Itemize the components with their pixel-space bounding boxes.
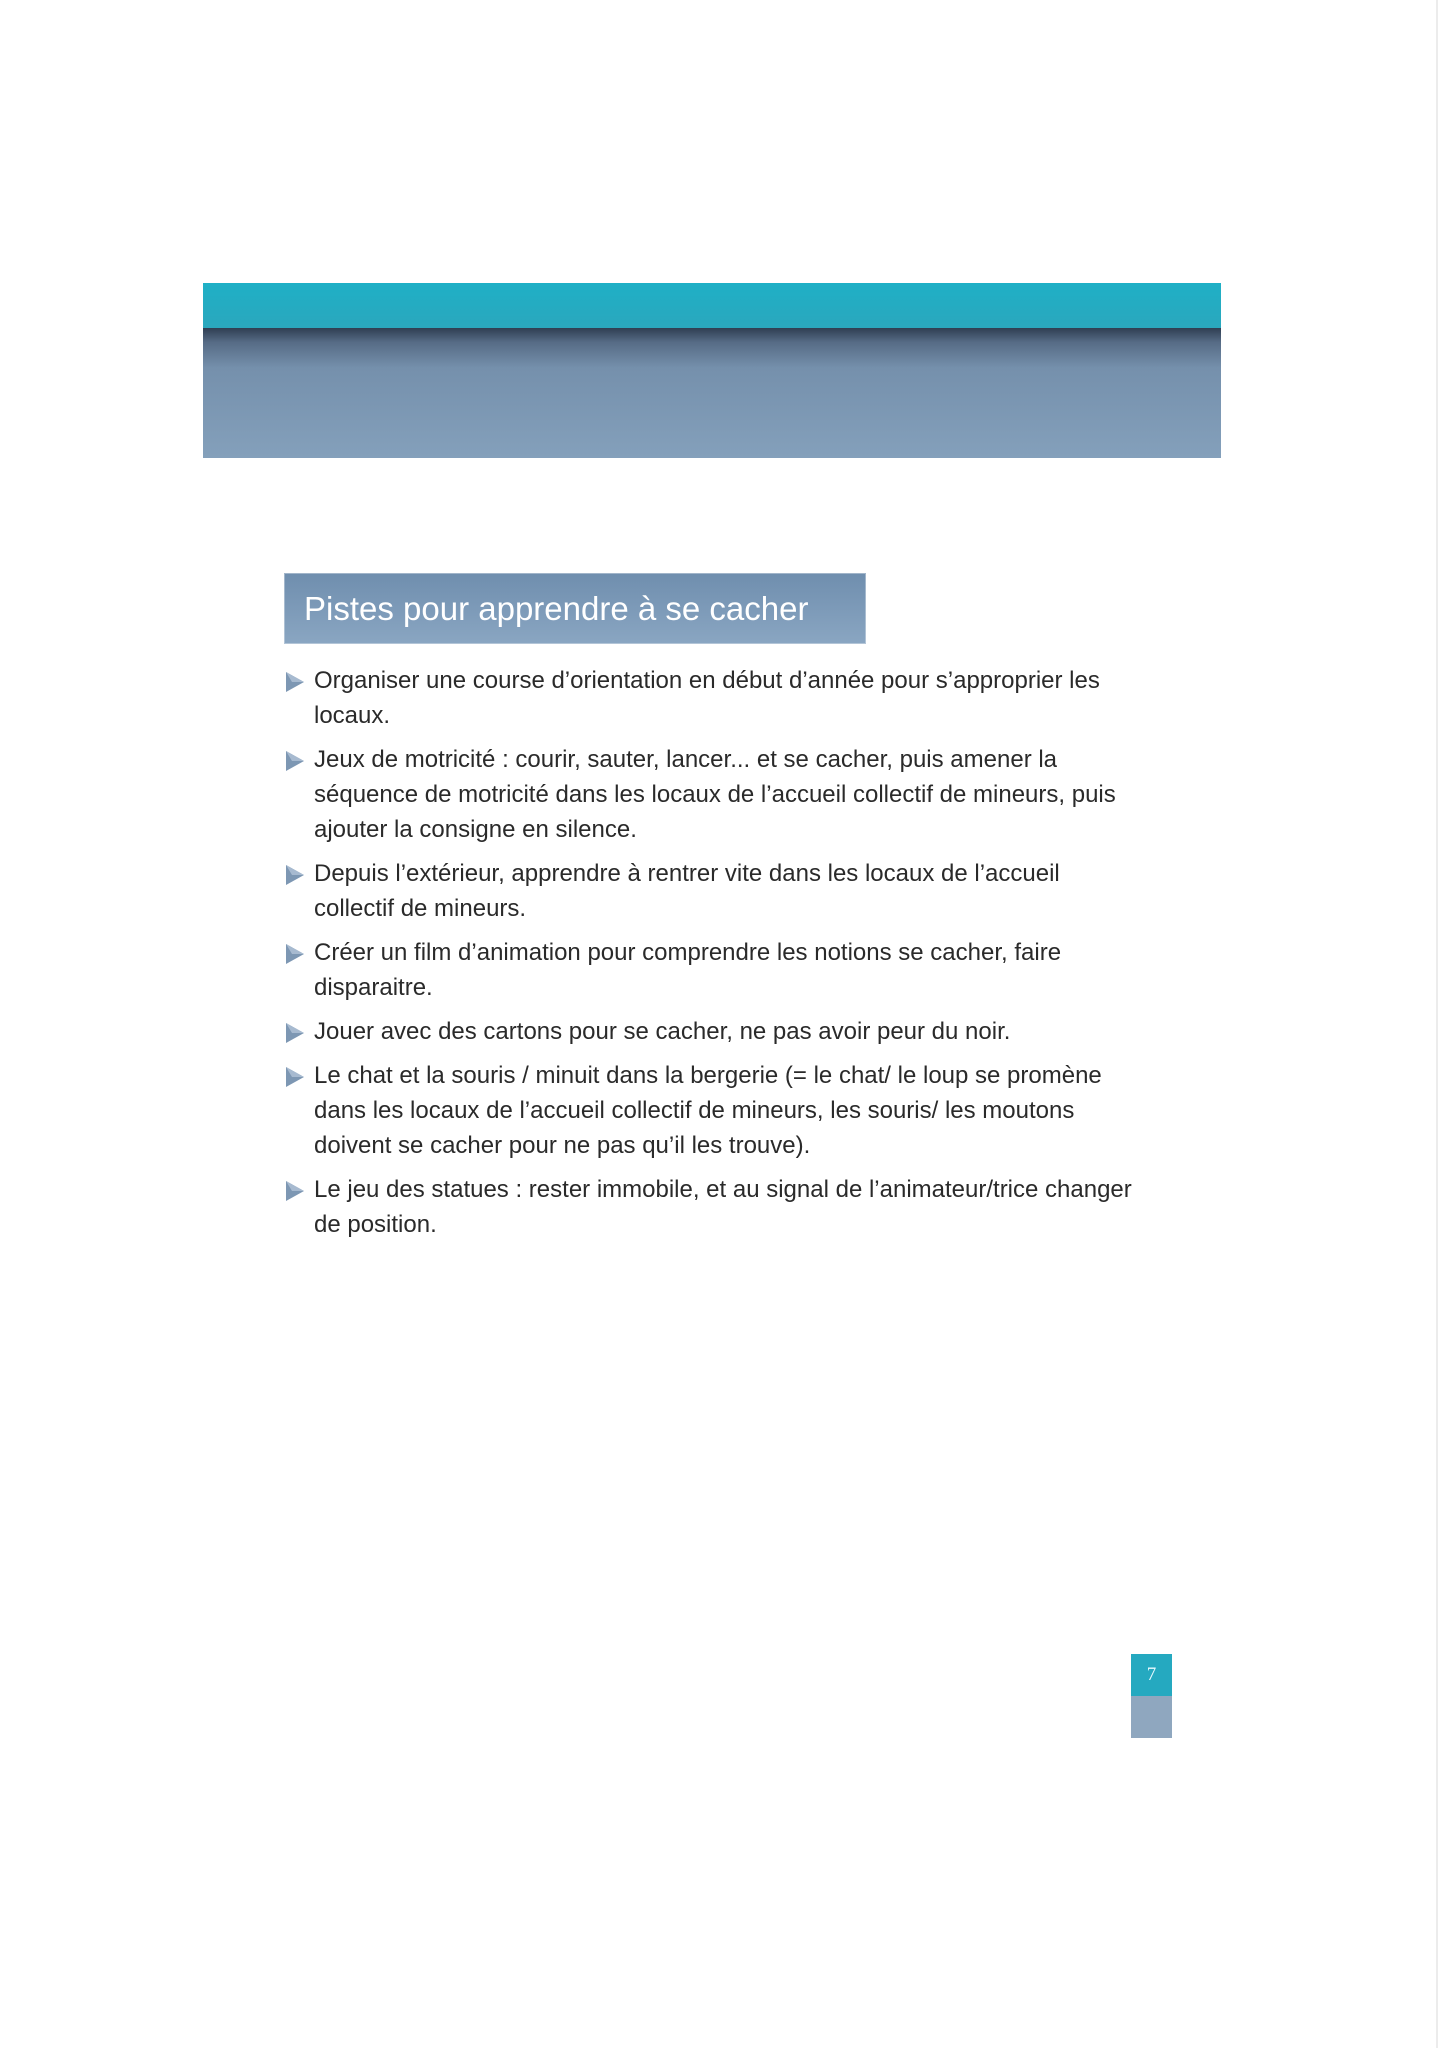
- bullet-text: Jouer avec des cartons pour se cacher, ne pas avoir peur du noir.: [314, 1018, 1011, 1045]
- list-item: [284, 742, 1144, 847]
- section-title: Pistes pour apprendre à se cacher: [284, 573, 866, 644]
- list-item: [284, 1172, 1144, 1242]
- bullet-text: Le jeu des statues : rester immobile, et au signal de l’animateur/trice changer de position.: [314, 1176, 1132, 1238]
- triangle-right-icon: [284, 863, 306, 887]
- page-number: 7: [1131, 1654, 1172, 1696]
- triangle-right-icon: [284, 1065, 306, 1089]
- triangle-right-icon: [284, 749, 306, 773]
- bullet-text: Jeux de motricité : courir, sauter, lancer... et se cacher, puis amener la séquence de motricité dans les locaux de l’accueil collectif de mineurs, puis ajouter la consigne en silence.: [314, 746, 1116, 843]
- bullet-text: Créer un film d’animation pour comprendre les notions se cacher, faire disparaitre.: [314, 939, 1062, 1001]
- header-band-slate: [203, 328, 1221, 458]
- page-number-badge: [1131, 1654, 1172, 1738]
- triangle-right-icon: [284, 942, 306, 966]
- list-item: [284, 663, 1144, 733]
- header-band: [203, 283, 1221, 458]
- header-band-teal: [203, 283, 1221, 328]
- list-item: [284, 1014, 1144, 1049]
- page-edge-shadow: [1436, 0, 1438, 2048]
- triangle-right-icon: [284, 1179, 306, 1203]
- bullet-text: Depuis l’extérieur, apprendre à rentrer vite dans les locaux de l’accueil collectif de mineurs.: [314, 860, 1060, 922]
- triangle-right-icon: [284, 670, 306, 694]
- list-item: [284, 935, 1144, 1005]
- bullet-list: [284, 663, 1144, 1251]
- list-item: [284, 856, 1144, 926]
- page-number-badge-lower: [1131, 1696, 1172, 1738]
- bullet-text: Organiser une course d’orientation en début d’année pour s’approprier les locaux.: [314, 667, 1100, 729]
- triangle-right-icon: [284, 1021, 306, 1045]
- list-item: [284, 1058, 1144, 1163]
- bullet-text: Le chat et la souris / minuit dans la bergerie (= le chat/ le loup se promène dans les locaux de l’accueil collectif de mineurs, les souris/ les moutons doivent se cacher pour ne pas qu’il les trouve).: [314, 1062, 1102, 1159]
